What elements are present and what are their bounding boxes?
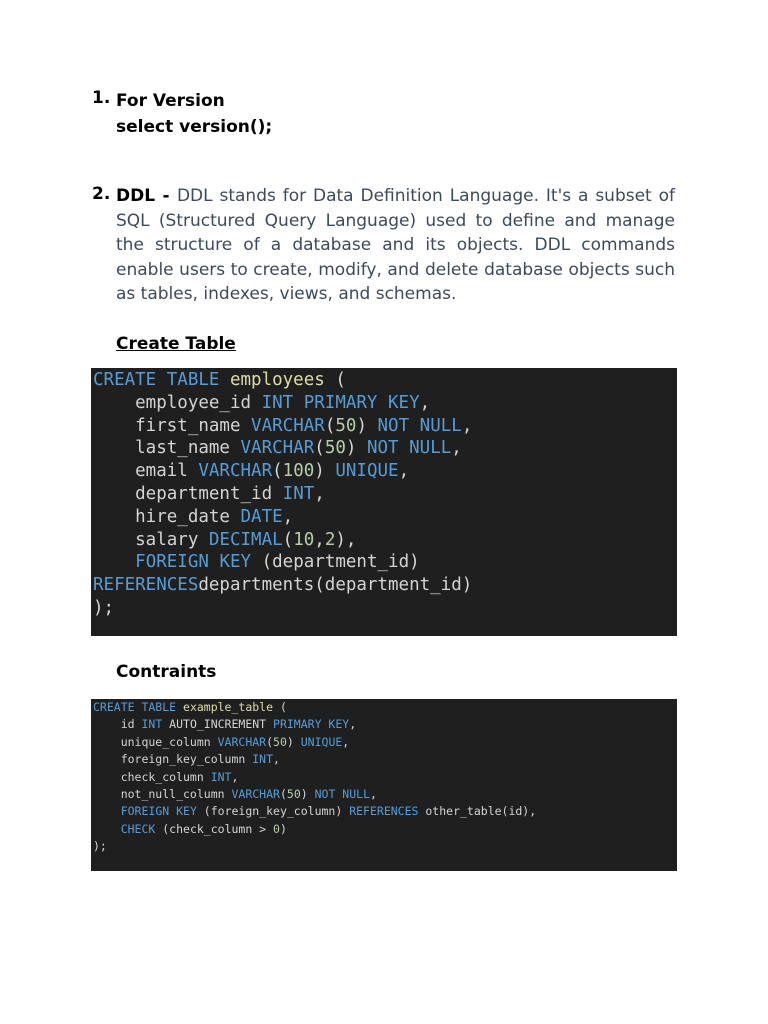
code-token: , bbox=[314, 529, 325, 550]
code-line bbox=[93, 716, 677, 733]
code-token: ( bbox=[314, 438, 325, 459]
code-token: ( bbox=[279, 787, 287, 802]
code-token: 50 bbox=[335, 415, 357, 436]
code-line bbox=[93, 437, 677, 460]
code-token: NOT NULL bbox=[366, 438, 452, 459]
code-line bbox=[93, 821, 677, 838]
code-token: REFERENCES bbox=[93, 575, 199, 596]
code-token: (department_id) bbox=[251, 552, 420, 573]
code-token: , bbox=[451, 438, 462, 459]
code-token: VARCHAR bbox=[231, 787, 280, 802]
code-line bbox=[93, 551, 677, 574]
code-token: NOT NULL bbox=[377, 415, 462, 436]
code-token: ) bbox=[286, 734, 301, 749]
list-number: 1. bbox=[92, 88, 111, 108]
code-line bbox=[93, 483, 677, 506]
ddl-term: DDL - bbox=[116, 186, 177, 206]
code-token: ) bbox=[356, 415, 378, 436]
code-token: , bbox=[282, 506, 294, 527]
code-token: example_table bbox=[183, 700, 274, 714]
code-token: 50 bbox=[324, 438, 346, 459]
code-line bbox=[93, 751, 677, 768]
code-line bbox=[93, 769, 677, 786]
code-token: INT bbox=[282, 483, 315, 504]
code-line bbox=[93, 369, 677, 392]
code-token: , bbox=[342, 734, 350, 749]
create-table-heading: Create Table bbox=[116, 334, 236, 354]
code-token: department_id bbox=[93, 483, 283, 504]
code-token: , bbox=[419, 392, 431, 413]
code-token: (check_column > bbox=[155, 821, 274, 836]
code-token: 50 bbox=[286, 787, 301, 802]
code-token: VARCHAR bbox=[198, 461, 273, 482]
code-token: 10 bbox=[293, 529, 315, 550]
code-token bbox=[93, 822, 121, 836]
code-token: not_null_column bbox=[93, 787, 232, 802]
code-token: CREATE TABLE bbox=[93, 700, 184, 714]
code-token: , bbox=[370, 787, 377, 802]
item-title: For Version bbox=[116, 91, 225, 111]
code-token: ( bbox=[324, 370, 346, 390]
code-token: DATE bbox=[240, 506, 283, 527]
code-token: , bbox=[461, 415, 473, 436]
code-token: ( bbox=[272, 461, 283, 482]
code-token: PRIMARY KEY bbox=[273, 717, 350, 732]
code-token: FOREIGN KEY bbox=[120, 804, 197, 819]
code-line bbox=[93, 392, 677, 415]
code-token: VARCHAR bbox=[251, 415, 325, 436]
code-token: ( bbox=[273, 700, 287, 714]
code-token: ), bbox=[335, 529, 357, 550]
code-token: ); bbox=[93, 597, 115, 618]
code-token: AUTO_INCREMENT bbox=[162, 717, 274, 732]
code-token: 50 bbox=[273, 734, 287, 749]
code-token: salary bbox=[93, 529, 209, 550]
code-token: , bbox=[314, 483, 325, 504]
code-token: hire_date bbox=[93, 506, 241, 527]
code-token: NOT NULL bbox=[314, 787, 370, 802]
code-token: id bbox=[93, 717, 142, 732]
code-token: INT bbox=[252, 752, 274, 767]
code-token: , bbox=[231, 769, 239, 784]
code-token: ( bbox=[324, 415, 336, 436]
code-token: employee_id bbox=[93, 392, 262, 413]
code-token: first_name bbox=[93, 415, 252, 436]
code-line bbox=[93, 506, 677, 529]
code-token: ); bbox=[93, 839, 107, 854]
code-token: INT bbox=[141, 717, 163, 732]
code-token: DECIMAL bbox=[208, 529, 283, 550]
code-token: INT bbox=[210, 769, 232, 784]
code-token: UNIQUE bbox=[300, 734, 343, 749]
code-token: 2 bbox=[324, 529, 336, 550]
code-token: foreign_key_column bbox=[93, 752, 253, 767]
code-line bbox=[93, 699, 677, 716]
list-number: 2. bbox=[92, 184, 111, 204]
code-line bbox=[93, 415, 677, 438]
code-token: INT PRIMARY KEY bbox=[261, 392, 420, 413]
code-token: other_table(id), bbox=[418, 804, 537, 819]
ddl-paragraph bbox=[116, 184, 675, 307]
code-token: 0 bbox=[273, 821, 280, 836]
code-token: unique_column bbox=[93, 734, 218, 749]
code-token: ) bbox=[279, 821, 287, 836]
code-line bbox=[93, 734, 677, 751]
code-token: CHECK bbox=[120, 821, 156, 836]
code-token: VARCHAR bbox=[240, 438, 315, 459]
code-token: CREATE TABLE bbox=[93, 370, 230, 390]
code-token: last_name bbox=[93, 438, 241, 459]
code-token: VARCHAR bbox=[217, 734, 267, 749]
code-token: 100 bbox=[282, 461, 315, 482]
code-token: UNIQUE bbox=[335, 461, 399, 482]
constraints-code-block bbox=[91, 699, 677, 871]
code-token: ) bbox=[345, 438, 367, 459]
create-table-code-block bbox=[91, 368, 677, 636]
code-line bbox=[93, 597, 677, 620]
code-line bbox=[93, 838, 677, 855]
code-line bbox=[93, 803, 677, 820]
code-token bbox=[93, 804, 121, 818]
code-token: , bbox=[273, 752, 280, 767]
code-token: ) bbox=[300, 787, 315, 802]
code-line bbox=[93, 460, 677, 483]
code-token: employees bbox=[229, 370, 325, 390]
ddl-description: DDL stands for Data Definition Language. It's a subset of SQL (Structured Query Language) used to define and manage the structure of a database and its objects. DDL commands enable users to create, modify, and delete database objects such as tables, indexes, views, and schemas. bbox=[116, 186, 675, 304]
code-token: REFERENCES bbox=[349, 804, 419, 819]
code-token: departments(department_id) bbox=[198, 575, 473, 596]
constraints-heading: Contraints bbox=[116, 662, 217, 682]
version-command: select version(); bbox=[116, 117, 273, 137]
code-token: , bbox=[398, 461, 410, 482]
code-token: email bbox=[93, 461, 199, 482]
code-line bbox=[93, 529, 677, 552]
code-token: check_column bbox=[93, 769, 211, 784]
code-line bbox=[93, 786, 677, 803]
code-token: ) bbox=[314, 461, 336, 482]
code-token: , bbox=[349, 717, 357, 732]
code-line bbox=[93, 574, 677, 597]
code-token: ( bbox=[266, 734, 274, 749]
code-token: FOREIGN KEY bbox=[135, 552, 252, 573]
code-token: (foreign_key_column) bbox=[196, 804, 350, 819]
code-token: ( bbox=[282, 529, 294, 550]
code-token bbox=[93, 552, 135, 572]
